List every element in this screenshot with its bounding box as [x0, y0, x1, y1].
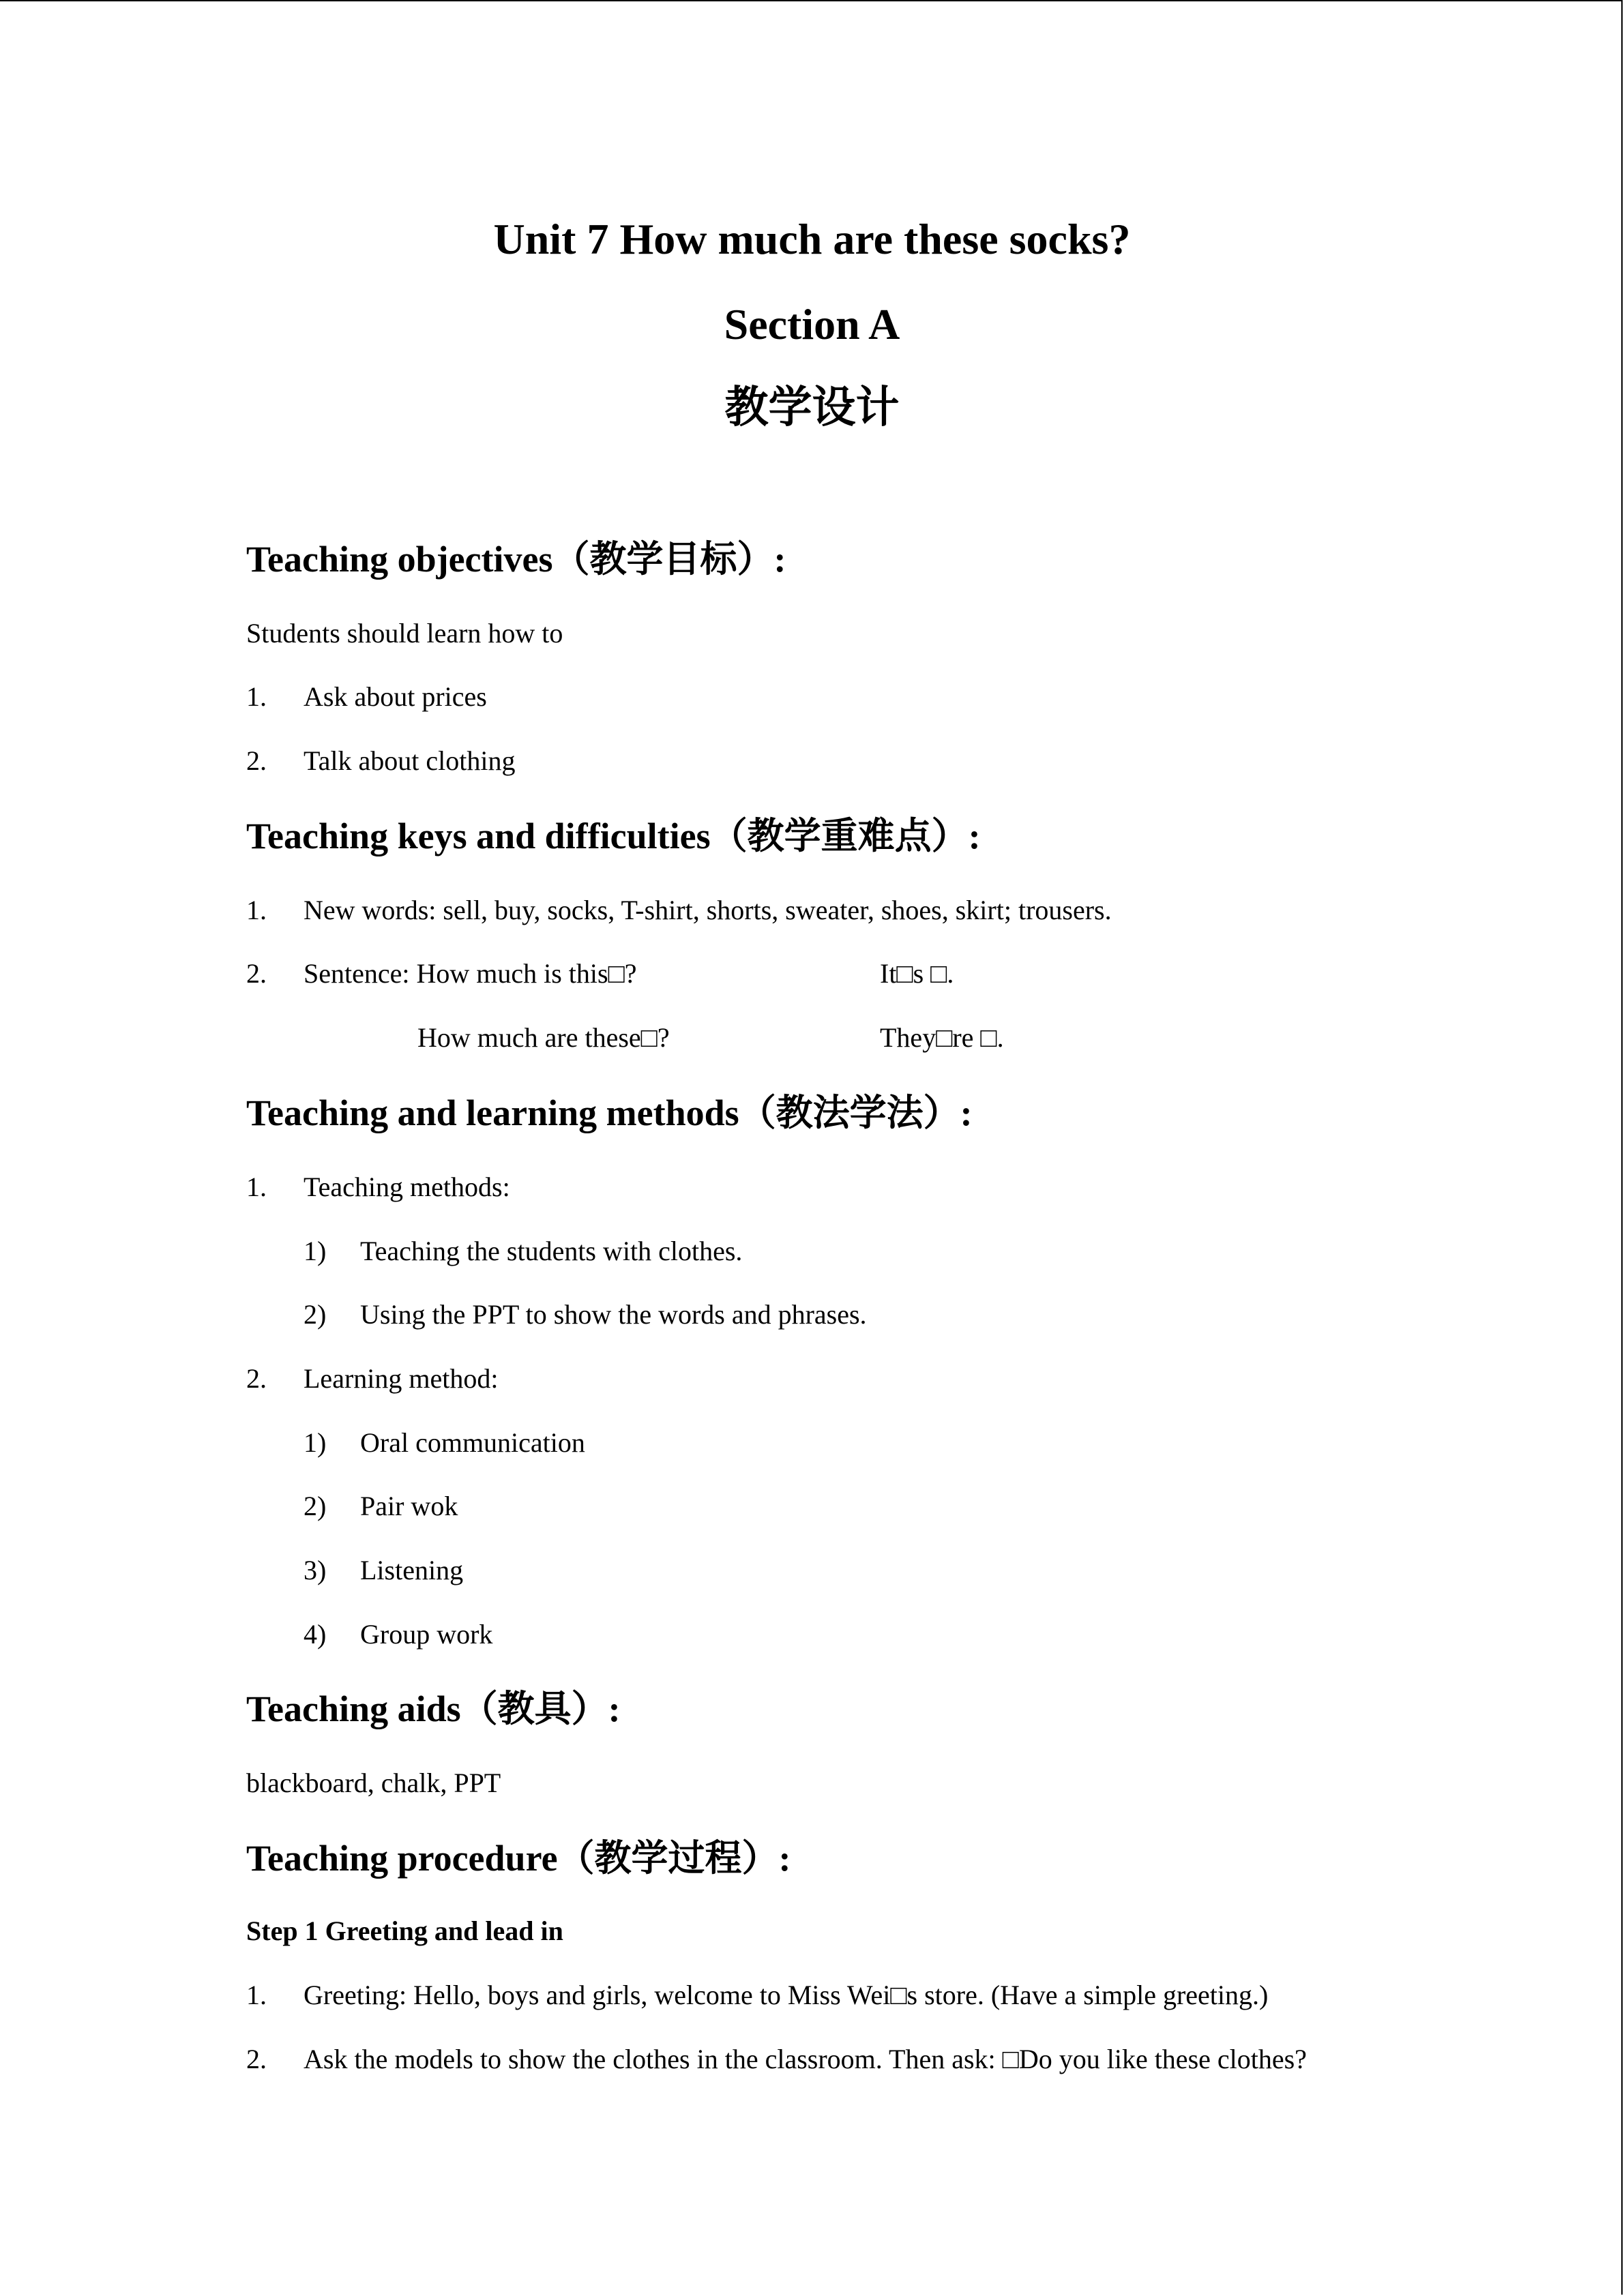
step1-num-2: 2.	[246, 2044, 267, 2074]
learning-method-num-1: 1)	[304, 1427, 327, 1458]
aids-text: blackboard, chalk, PPT	[246, 1768, 501, 1798]
methods-heading: Teaching and learning methods（教法学法）:	[246, 1092, 973, 1133]
methods-num-1: 1.	[246, 1172, 267, 1202]
teaching-method-item-2: Using the PPT to show the words and phrases.	[360, 1299, 867, 1330]
objectives-heading: Teaching objectives（教学目标）:	[246, 539, 786, 580]
procedure-heading: Teaching procedure（教学过程）:	[246, 1838, 791, 1879]
design-title: 教学设计	[724, 383, 900, 433]
step1-title: Step 1 Greeting and lead in	[246, 1915, 563, 1946]
step1-item-2: Ask the models to show the clothes in the classroom. Then ask: □Do you like these clothes?	[304, 2044, 1307, 2074]
teaching-methods-label: Teaching methods:	[304, 1172, 510, 1202]
learning-method-item-3: Listening	[360, 1555, 464, 1585]
keys-num-1: 1.	[246, 895, 267, 925]
keys-heading: Teaching keys and difficulties（教学重难点）:	[246, 816, 981, 856]
keys-num-2: 2.	[246, 958, 267, 989]
keys-new-words: New words: sell, buy, socks, T-shirt, shorts, sweater, shoes, skirt; trousers.	[304, 895, 1112, 925]
learning-method-item-1: Oral communication	[360, 1427, 585, 1458]
objective-num-2: 2.	[246, 745, 267, 776]
learning-method-label: Learning method:	[304, 1363, 499, 1394]
learning-method-item-4: Group work	[360, 1619, 493, 1650]
learning-method-num-3: 3)	[304, 1555, 327, 1585]
keys-sentence-a1: It□s □.	[880, 958, 954, 989]
learning-method-num-2: 2)	[304, 1491, 327, 1521]
teaching-method-item-1: Teaching the students with clothes.	[360, 1236, 743, 1266]
step1-num-1: 1.	[246, 1980, 267, 2010]
teaching-method-num-2: 2)	[304, 1299, 327, 1330]
section-title: Section A	[724, 300, 900, 348]
objective-item-2: Talk about clothing	[304, 745, 516, 776]
objectives-intro: Students should learn how to	[246, 618, 563, 648]
aids-heading: Teaching aids（教具）:	[246, 1688, 621, 1729]
objective-item-1: Ask about prices	[304, 681, 487, 712]
methods-num-2: 2.	[246, 1363, 267, 1394]
keys-sentence-q2: How much are these□?	[417, 1022, 670, 1053]
learning-method-item-2: Pair wok	[360, 1491, 458, 1521]
keys-sentence-q1: Sentence: How much is this□?	[304, 958, 637, 989]
learning-method-num-4: 4)	[304, 1619, 327, 1650]
objective-num-1: 1.	[246, 681, 267, 712]
document-title: Unit 7 How much are these socks?	[493, 215, 1131, 263]
step1-item-1: Greeting: Hello, boys and girls, welcome to Miss Wei□s store. (Have a simple greeting.)	[304, 1980, 1269, 2010]
keys-sentence-a2: They□re □.	[880, 1022, 1004, 1053]
teaching-method-num-1: 1)	[304, 1236, 327, 1266]
